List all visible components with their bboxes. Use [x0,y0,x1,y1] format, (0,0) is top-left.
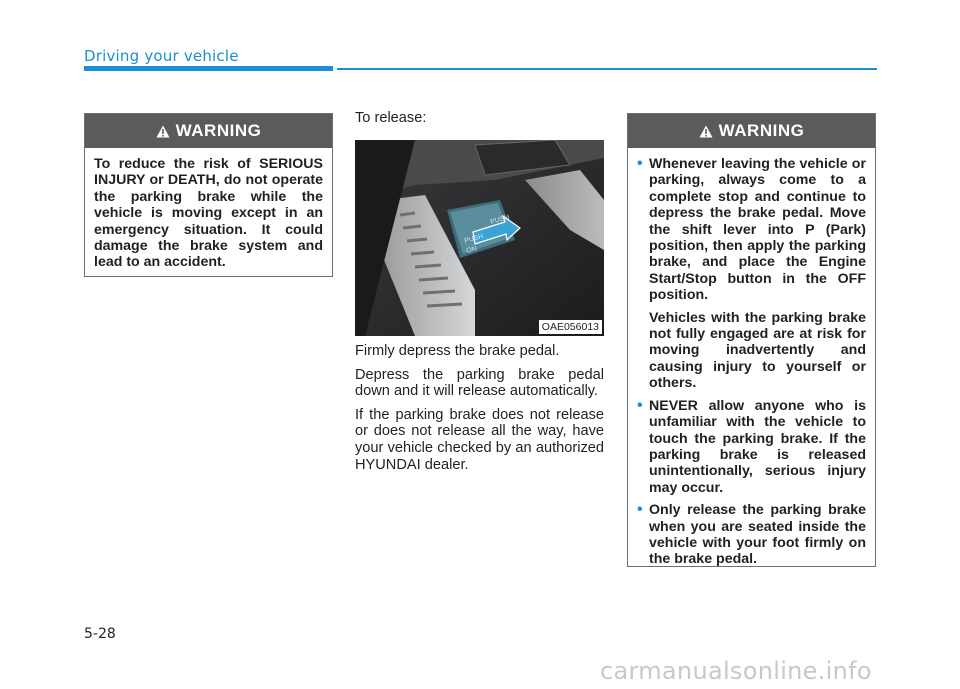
pedal-label-3: PUSH [489,214,511,226]
warning-content [628,148,875,584]
warning-header [628,114,875,148]
watermark-url[interactable]: carmanualsonline.info [600,657,872,685]
warning-bullet-list [637,156,866,568]
bullet-text: Whenever leaving the vehicle or parking, always come to a complete stop and continue to depress the brake pedal. Move the shift lever into P (Park) position, then apply the parking brake, and place the Engine Start/Stop button in the OFF position. [649,156,866,304]
warning-title: WARNING [718,121,805,140]
right-warning-box [627,113,876,567]
warning-bullet [637,502,866,568]
warning-text: To reduce the risk of SERIOUS INJURY or DEATH, do not operate the parking brake while the vehicle is moving except in an emergency situation. It could damage the brake system and lead to an accident. [94,156,323,271]
pedal-label-1: PUSH [463,233,485,245]
header-rule [337,68,877,70]
warning-triangle-icon [156,125,170,138]
release-instructions [355,343,604,480]
warning-title: WARNING [175,121,262,140]
warning-triangle-icon [699,125,713,138]
warning-header [85,114,332,148]
bullet-icon: • [637,155,643,172]
instruction-paragraph-3: If the parking brake does not release or does not release all the way, have your vehicle checked by an authorized HYUNDAI dealer. [355,406,604,473]
parking-brake-pedal-illustration [355,140,604,336]
instruction-paragraph-2: Depress the parking brake pedal down and it will release automatically. [355,366,604,400]
section-title: Driving your vehicle [84,47,239,65]
figure-code: OAE056013 [539,320,602,334]
bullet-text: NEVER allow anyone who is unfamiliar with the vehicle to touch the parking brake. If the parking brake is released unintentionally, serious injury may occur. [649,397,866,496]
parking-brake-figure [355,140,604,336]
header-accent-bar [84,66,333,71]
warning-bullet [637,156,866,392]
bullet-extra-text: Vehicles with the parking brake not fully engaged are at risk for moving inadvertently and causing injury to yourself or others. [649,309,866,392]
warning-bullet [637,398,866,496]
left-warning-box [84,113,333,277]
release-heading-text: To release: [355,110,427,126]
release-heading [355,110,604,134]
instruction-paragraph-1: Firmly depress the brake pedal. [355,343,560,359]
bullet-icon: • [637,501,643,519]
pedal-label-2: ON [465,245,478,255]
bullet-text: Only release the parking brake when you are seated inside the vehicle with your foot firmly on the brake pedal. [649,502,866,568]
bullet-icon: • [637,396,643,414]
page-number: 5-28 [84,626,116,642]
